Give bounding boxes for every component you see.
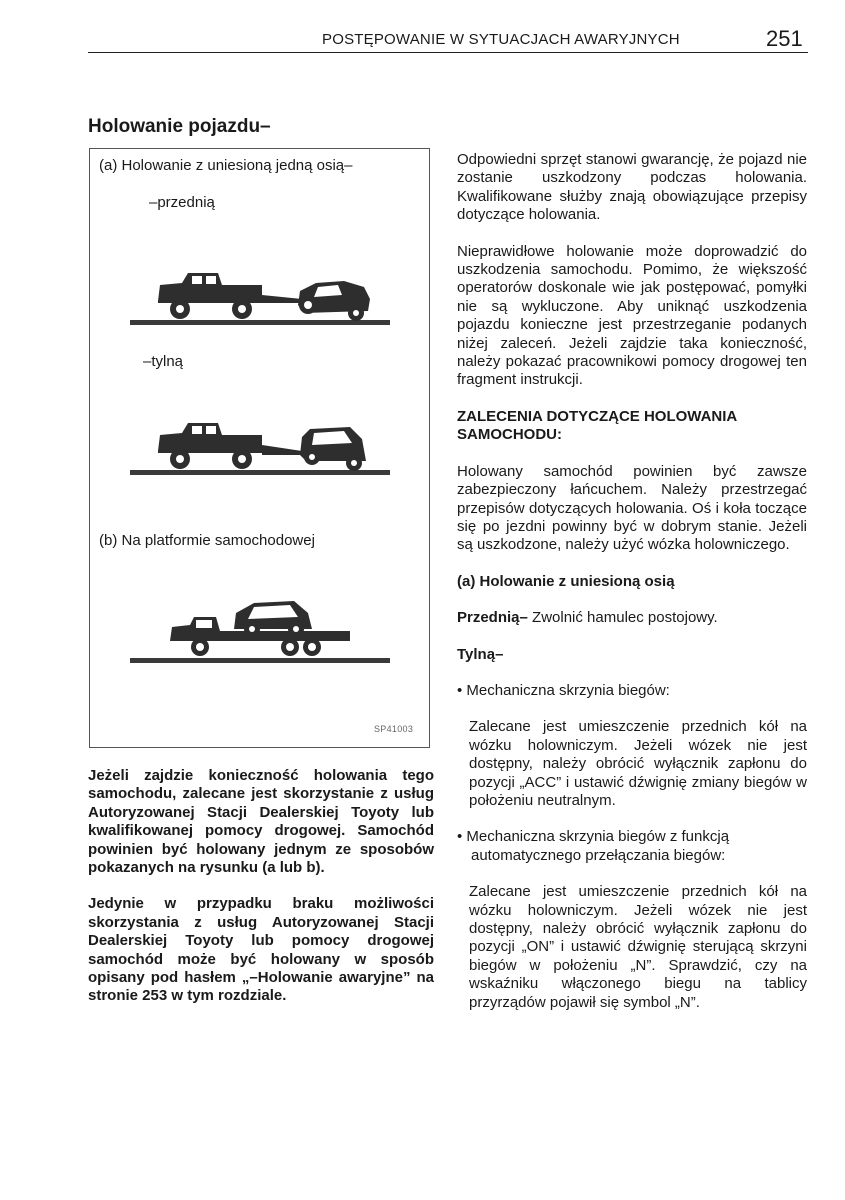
bullet-auto-text: Zalecane jest umieszczenie przednich kół na wózku holowniczym. Jeżeli wózek nie jest dostępny, należy obrócić wyłącznik zapłonu do pozycji „ON” i ustawić dźwignię sterującą skrzyni biegów w położeniu „N”. Sprawdzić, czy na wskaźniku włączonego biegu na tablicy przyrządów pojawił się symbol „N”.	[469, 883, 807, 1011]
tow-front-illustration	[130, 261, 390, 327]
figure-label-front: –przednią	[149, 194, 215, 211]
lifted-axle-heading: (a) Holowanie z uniesioną osią	[457, 572, 675, 590]
right-paragraph-1: Odpowiedni sprzęt stanowi gwarancję, że pojazd nie zostanie uszkodzony podczas holowania. Kwalifikowane służby znają obowiązujące przepisy dotyczące holowania.	[457, 151, 807, 224]
tow-rear-illustration	[130, 417, 390, 477]
figure-label-a: (a) Holowanie z uniesioną jedną osią–	[99, 157, 353, 174]
header-rule	[88, 52, 808, 53]
recommendations-heading: ZALECENIA DOTYCZĄCE HOLOWANIA SAMOCHODU:	[457, 407, 737, 444]
rear-label: Tylną–	[457, 645, 504, 663]
towing-figure	[89, 148, 430, 748]
figure-label-rear: –tylną	[143, 353, 184, 370]
right-paragraph-3: Holowany samochód powinien być zawsze zabezpieczony łańcuchem. Należy przestrzegać przepisów dotyczących holowania. Oś i koła toczące się po jezdni powinny być w dobrym stanie. Jeżeli są uszkodzone, należy użyć wózka holowniczego.	[457, 462, 807, 554]
front-instruction	[457, 609, 807, 627]
flatbed-illustration	[130, 595, 390, 665]
header-section-title: POSTĘPOWANIE W SYTUACJACH AWARYJNYCH	[322, 31, 680, 48]
bullet-auto-title: Mechaniczna skrzynia biegów z funkcją automatycznego przełączania biegów:	[466, 828, 730, 864]
section-title: Holowanie pojazdu–	[88, 116, 271, 137]
front-text: Zwolnić hamulec postojowy.	[527, 609, 718, 627]
figure-label-b: (b) Na platformie samochodowej	[99, 532, 315, 549]
bullet-manual: • Mechaniczna skrzynia biegów:	[457, 681, 670, 699]
right-column	[457, 151, 807, 1030]
page-number: 251	[766, 26, 803, 51]
bullet-manual-text: Zalecane jest umieszczenie przednich kół na wózku holowniczym. Jeżeli wózek nie jest dostępny, należy obrócić wyłącznik zapłonu do pozycji „ACC” i ustawić dźwignię zmiany biegów w położeniu neutralnym.	[469, 718, 807, 809]
right-paragraph-2: Nieprawidłowe holowanie może doprowadzić do uszkodzenia samochodu. Pomimo, że większość operatorów doskonale wie jak postępować, pomyłki nie są wykluczone. Aby uniknąć uszkodzenia pojazdu konieczne jest przestrzeganie podanych niżej zaleceń. Jeżeli zajdzie taka konieczność, należy pokazać pracownikowi pomocy drogowej ten fragment instrukcji.	[457, 242, 807, 389]
left-paragraph-2: Jedynie w przypadku braku możliwości skorzystania z usług Autoryzowanej Stacji Dealerskiej Toyoty lub pomocy drogowej samochód może być holowany w sposób opisany pod hasłem „–Holowanie awaryjne” na stronie 253 w tym rozdziale.	[88, 895, 434, 1005]
figure-code: SP41003	[374, 724, 414, 734]
bullet-manual-title: Mechaniczna skrzynia biegów:	[466, 681, 670, 699]
front-label: Przednią–	[457, 609, 528, 627]
left-paragraph-1: Jeżeli zajdzie konieczność holowania tego samochodu, zalecane jest skorzystanie z usług Autoryzowanej Stacji Dealerskiej Toyoty lub kwalifikowanej pomocy drogowej. Samochód powinien być holowany jednym ze sposobów pokazanych na rysunku (a lub b).	[88, 767, 434, 877]
left-column	[88, 767, 434, 1024]
bullet-auto: • Mechaniczna skrzynia biegów z funkcją automatycznego przełączania biegów:	[457, 828, 730, 864]
